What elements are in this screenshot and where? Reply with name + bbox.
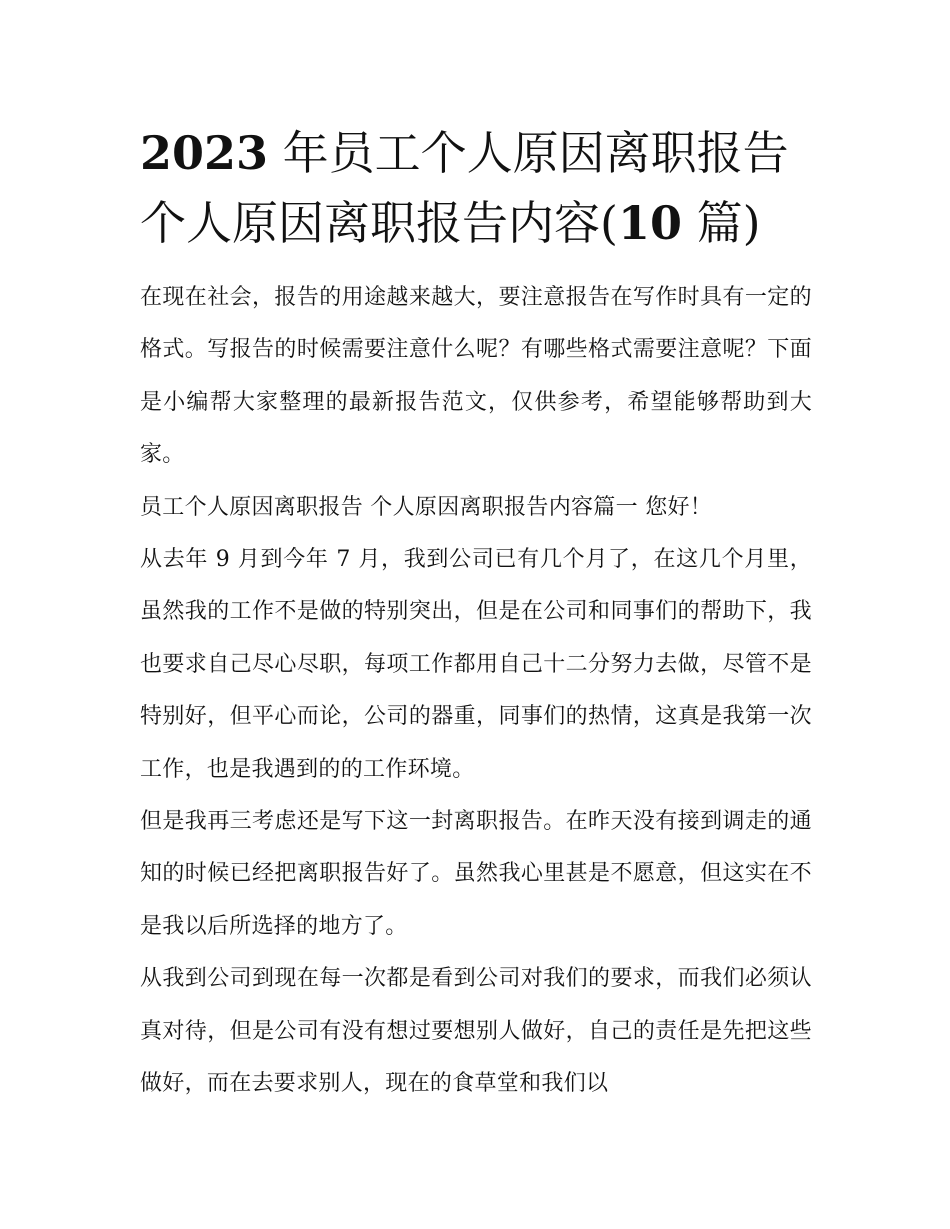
- paragraph-heading: 员工个人原因离职报告 个人原因离职报告内容篇一 您好！: [140, 494, 713, 520]
- document-page: [140, 118, 812, 1111]
- title-line-2: 个人原因离职报告内容(10 篇): [140, 196, 761, 250]
- title-line-1: 2023 年员工个人原因离职报告: [140, 126, 789, 180]
- paragraph-3: 从我到公司到现在每一次都是看到公司对我们的要求，而我们必须认真对待，但是公司有没有想过要想别人做好，自己的责任是先把这些做好，而在去要求别人，现在的食草堂和我们以: [140, 966, 812, 1097]
- document-title: [140, 118, 812, 258]
- paragraph-intro: 在现在社会，报告的用途越来越大，要注意报告在写作时具有一定的格式。写报告的时候需要注意什么呢？有哪些格式需要注意呢？下面是小编帮大家整理的最新报告范文，仅供参考，希望能够帮助到大家。: [140, 285, 812, 468]
- document-body: [140, 272, 812, 1111]
- paragraph-1: 从去年 9 月到今年 7 月，我到公司已有几个月了，在这几个月里，虽然我的工作不是做的特别突出，但是在公司和同事们的帮助下，我也要求自己尽心尽职，每项工作都用自己十二分努力去做，尽管不是特别好，但平心而论，公司的器重，同事们的热情，这真是我第一次工作，也是我遇到的的工作环境。: [140, 547, 812, 782]
- paragraph-2: 但是我再三考虑还是写下这一封离职报告。在昨天没有接到调走的通知的时候已经把离职报告好了。虽然我心里甚是不愿意，但这实在不是我以后所选择的地方了。: [140, 809, 812, 939]
